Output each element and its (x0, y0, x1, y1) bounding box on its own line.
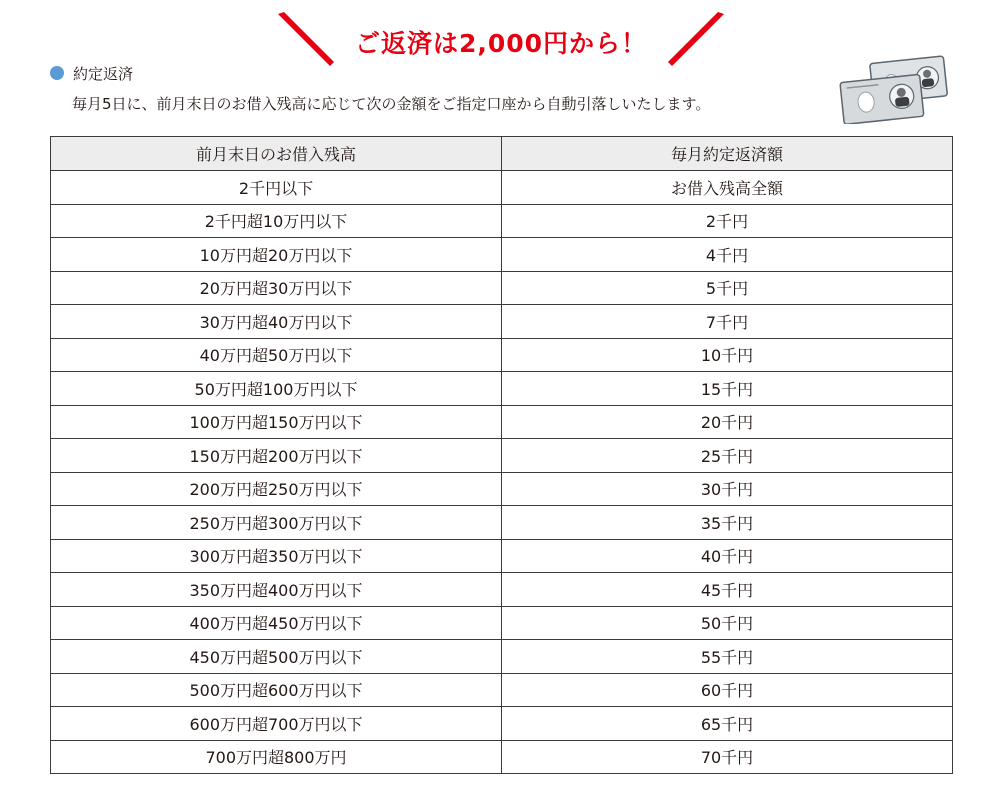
table-row (51, 472, 953, 506)
repayment-cell: 60千円 (502, 673, 953, 707)
balance-cell: 700万円超800万円 (51, 740, 502, 774)
repayment-cell: 70千円 (502, 740, 953, 774)
table-row (51, 372, 953, 406)
repayment-cell: 30千円 (502, 472, 953, 506)
balance-cell: 600万円超700万円以下 (51, 707, 502, 741)
repayment-cell: お借入残高全額 (502, 171, 953, 205)
balance-cell: 200万円超250万円以下 (51, 472, 502, 506)
table-header-row (51, 137, 953, 171)
section-heading (50, 62, 133, 84)
balance-cell: 2千円超10万円以下 (51, 204, 502, 238)
repayment-cell: 4千円 (502, 238, 953, 272)
table-row (51, 707, 953, 741)
table-row (51, 271, 953, 305)
table-row (51, 204, 953, 238)
repayment-cell: 10千円 (502, 338, 953, 372)
table-row (51, 606, 953, 640)
table-row (51, 405, 953, 439)
table-row (51, 439, 953, 473)
repayment-cell: 20千円 (502, 405, 953, 439)
header-balance: 前月末日のお借入残高 (51, 137, 502, 171)
table-row (51, 238, 953, 272)
section-description: 毎月5日に、前月末日のお借入残高に応じて次の金額をご指定口座から自動引落しいたします。 (72, 95, 711, 113)
section-title: 約定返済 (73, 64, 134, 83)
balance-cell: 30万円超40万円以下 (51, 305, 502, 339)
table-row (51, 640, 953, 674)
headline: ご返済は2,000円から！ (354, 29, 648, 58)
header-repayment: 毎月約定返済額 (502, 137, 953, 171)
repayment-cell: 5千円 (502, 271, 953, 305)
balance-cell: 400万円超450万円以下 (51, 606, 502, 640)
repayment-cell: 40千円 (502, 539, 953, 573)
repayment-cell: 45千円 (502, 573, 953, 607)
table-row (51, 338, 953, 372)
repayment-cell: 15千円 (502, 372, 953, 406)
repayment-cell: 7千円 (502, 305, 953, 339)
repayment-cell: 65千円 (502, 707, 953, 741)
repayment-cell: 50千円 (502, 606, 953, 640)
balance-cell: 10万円超20万円以下 (51, 238, 502, 272)
table-row (51, 673, 953, 707)
bullet-dot-icon (50, 66, 64, 80)
balance-cell: 300万円超350万円以下 (51, 539, 502, 573)
balance-cell: 250万円超300万円以下 (51, 506, 502, 540)
table-row (51, 740, 953, 774)
table-row (51, 573, 953, 607)
balance-cell: 350万円超400万円以下 (51, 573, 502, 607)
table-row (51, 539, 953, 573)
repayment-cell: 25千円 (502, 439, 953, 473)
balance-cell: 100万円超150万円以下 (51, 405, 502, 439)
left-accent-slash-icon (276, 12, 336, 66)
balance-cell: 20万円超30万円以下 (51, 271, 502, 305)
table-row (51, 305, 953, 339)
yen-bills-icon (836, 54, 954, 124)
repayment-cell: 2千円 (502, 204, 953, 238)
repayment-table (50, 136, 953, 774)
balance-cell: 150万円超200万円以下 (51, 439, 502, 473)
balance-cell: 450万円超500万円以下 (51, 640, 502, 674)
balance-cell: 50万円超100万円以下 (51, 372, 502, 406)
repayment-cell: 35千円 (502, 506, 953, 540)
table-row (51, 171, 953, 205)
balance-cell: 2千円以下 (51, 171, 502, 205)
balance-cell: 40万円超50万円以下 (51, 338, 502, 372)
table-row (51, 506, 953, 540)
balance-cell: 500万円超600万円以下 (51, 673, 502, 707)
right-accent-slash-icon (666, 12, 726, 66)
repayment-cell: 55千円 (502, 640, 953, 674)
